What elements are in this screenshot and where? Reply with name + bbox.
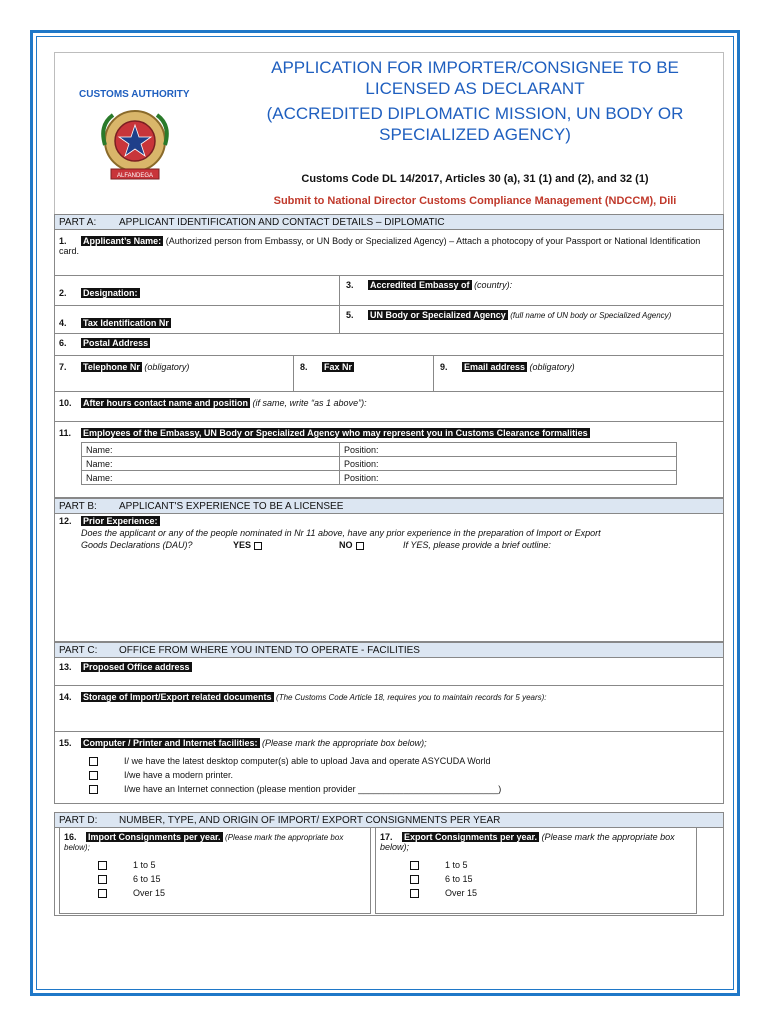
field-number: 1. [59,236,67,246]
checkbox [89,757,98,766]
field-designation[interactable]: 2. Designation: [59,288,138,298]
checkbox [410,875,419,884]
storage-note: (The Customs Code Article 18, requires you to maintain records for 5 years): [276,693,547,702]
telephone-label: Telephone Nr [83,362,140,372]
embassy-label: Accredited Embassy of [370,280,470,290]
field-office-address[interactable]: 13. Proposed Office address [54,658,724,686]
export-label: Export Consignments per year. [404,832,538,842]
part-b-label: PART B: [59,501,97,512]
application-form [54,52,724,916]
field-storage-documents[interactable]: 14. Storage of Import/Export related documents (The Customs Code Article 18, requires you to maintain records for 5 years): [54,686,724,732]
checkbox [98,875,107,884]
employees-label: Employees of the Embassy, UN Body or Specialized Agency who may represent you in Customs Clearance formalities [83,428,588,438]
tax-id-label: Tax Identification Nr [83,318,169,328]
part-a-label: PART A: [59,217,97,228]
checkbox [98,861,107,870]
storage-label: Storage of Import/Export related documents [83,692,272,702]
table-row [82,457,677,471]
employee-name-cell[interactable]: Name: [82,443,340,457]
facilities-note: (Please mark the appropriate box below); [262,738,427,748]
customs-seal-logo [95,105,175,185]
email-note: (obligatory) [529,362,575,372]
no-checkbox [356,542,364,550]
part-a-header [54,214,724,230]
field-postal-address[interactable]: 6. Postal Address [54,334,724,356]
field-prior-experience: 12. Prior Experience: Does the applicant or any of the people nominated in Nr 11 above, have any prior experience in the preparation of Import or Export Goods Declarations (DAU)? YES NO If YES, please provide a brief outline: [54,514,724,642]
import-note: (Please mark the appropriate box below); [64,833,344,852]
applicant-name-note: (Authorized person from Embassy, or UN Body or Specialized Agency) – Attach a photocopy of your Passport or National Identification card. [59,236,701,256]
employees-table [81,442,677,485]
field-applicant-name[interactable] [54,230,724,276]
row-designation-embassy [54,276,724,306]
designation-label: Designation: [83,288,138,298]
part-c-title: OFFICE FROM WHERE YOU INTEND TO OPERATE - FACILITIES [119,645,420,656]
field-accredited-embassy[interactable]: 3. Accredited Embassy of (country): [339,276,723,305]
part-b-title: APPLICANT'S EXPERIENCE TO BE A LICENSEE [119,501,344,512]
prior-experience-label: Prior Experience: [83,516,158,526]
postal-address-label: Postal Address [83,338,149,348]
after-hours-note: (if same, write “as 1 above”): [252,398,367,408]
row-contact-numbers [54,356,724,392]
table-row [82,471,677,485]
part-a-title: APPLICANT IDENTIFICATION AND CONTACT DETAILS – DIPLOMATIC [119,217,445,228]
field-after-hours-contact[interactable]: 10. After hours contact name and position (if same, write “as 1 above”): [54,392,724,422]
checkbox [410,861,419,870]
export-consignments: 17. Export Consignments per year. (Please mark the appropriate box below); 1 to 5 6 to 15 Over 15 [375,828,697,914]
seal-text: ALFANDEGA [116,173,154,179]
title-line-3: (ACCREDITED DIPLOMATIC MISSION, UN BODY OR [266,104,684,123]
row-tax-un-body [54,306,724,334]
after-hours-label: After hours contact name and position [83,398,249,408]
employee-position-cell[interactable]: Position: [340,457,677,471]
telephone-note: (obligatory) [144,362,190,372]
embassy-note: (country): [474,280,513,290]
office-address-label: Proposed Office address [83,662,190,672]
field-telephone[interactable]: 7. Telephone Nr (obligatory) [59,362,190,372]
employee-position-cell[interactable]: Position: [340,471,677,485]
export-note: (Please mark the appropriate box below); [380,832,675,852]
yes-checkbox [254,542,262,550]
no-option[interactable]: NO [339,540,403,550]
part-d-label: PART D: [59,815,98,826]
facilities-label: Computer / Printer and Internet facilities: [83,738,258,748]
field-tax-id[interactable]: 4. Tax Identification Nr [59,318,169,328]
form-title [235,57,715,99]
table-row [82,443,677,457]
export-range-option[interactable]: Over 15 [410,886,692,900]
import-range-option[interactable]: 1 to 5 [98,858,366,872]
part-c-header [54,642,724,658]
facility-option[interactable]: I/ we have the latest desktop computer(s) able to upload Java and operate ASYCUDA World [89,754,719,768]
yes-option[interactable]: YES [233,540,339,550]
export-range-option[interactable]: 1 to 5 [410,858,692,872]
facility-option[interactable]: I/we have a modern printer. [89,768,719,782]
employee-position-cell[interactable]: Position: [340,443,677,457]
checkbox [410,889,419,898]
checkbox [89,785,98,794]
submit-instruction: Submit to National Director Customs Compliance Management (NDCCM), Dili [273,195,677,207]
un-body-note: (full name of UN body or Specialized Agency) [510,311,672,320]
consignments-section [54,828,724,916]
authority-label: CUSTOMS AUTHORITY [79,89,190,100]
employee-name-cell[interactable]: Name: [82,457,340,471]
field-employees: 11. Employees of the Embassy, UN Body or Specialized Agency who may represent you in Customs Clearance formalities Name: Position: Name: Position: Name: Position: [54,422,724,498]
facility-option[interactable]: I/we have an Internet connection (please mention provider ____________________________) [89,782,719,796]
title-line-4: SPECIALIZED AGENCY) [379,125,571,144]
import-range-option[interactable]: 6 to 15 [98,872,366,886]
prior-experience-question: Does the applicant or any of the people nominated in Nr 11 above, have any prior experience in the preparation of Import or Export [81,528,601,538]
email-label: Email address [464,362,526,372]
title-line-1: APPLICATION FOR IMPORTER/CONSIGNEE TO BE [271,58,679,77]
import-label: Import Consignments per year. [88,832,221,842]
prior-experience-question-2: Goods Declarations (DAU)? [81,540,193,550]
form-subtitle [235,103,715,145]
import-consignments: 16. Import Consignments per year. (Please mark the appropriate box below); 1 to 5 6 to 15 Over 15 [59,828,371,914]
import-range-option[interactable]: Over 15 [98,886,366,900]
form-header [54,52,724,214]
checkbox [98,889,107,898]
fax-label: Fax Nr [324,362,353,372]
part-d-title: NUMBER, TYPE, AND ORIGIN OF IMPORT/ EXPORT CONSIGNMENTS PER YEAR [119,815,501,826]
part-d-header [54,812,724,828]
un-body-label: UN Body or Specialized Agency [370,310,506,320]
customs-code-reference: Customs Code DL 14/2017, Articles 30 (a), 31 (1) and (2), and 32 (1) [301,173,649,185]
if-yes-instruction: If YES, please provide a brief outline: [403,540,551,550]
field-email[interactable]: 9. Email address (obligatory) [433,356,723,391]
field-un-body[interactable]: 5. UN Body or Specialized Agency (full name of UN body or Specialized Agency) [339,306,723,333]
export-range-option[interactable]: 6 to 15 [410,872,692,886]
part-b-header [54,498,724,514]
applicant-name-label: Applicant’s Name: [83,236,162,246]
title-line-2: LICENSED AS DECLARANT [365,79,585,98]
field-fax[interactable]: 8. Fax Nr [293,356,433,391]
employee-name-cell[interactable]: Name: [82,471,340,485]
part-c-label: PART C: [59,645,98,656]
field-facilities: 15. Computer / Printer and Internet facilities: (Please mark the appropriate box below); I/ we have the latest desktop computer(s) able to upload Java and operate ASYCUDA World I/we have a modern printer. I/we have an Internet connection (please mention provider ____________________________) [54,732,724,804]
checkbox [89,771,98,780]
